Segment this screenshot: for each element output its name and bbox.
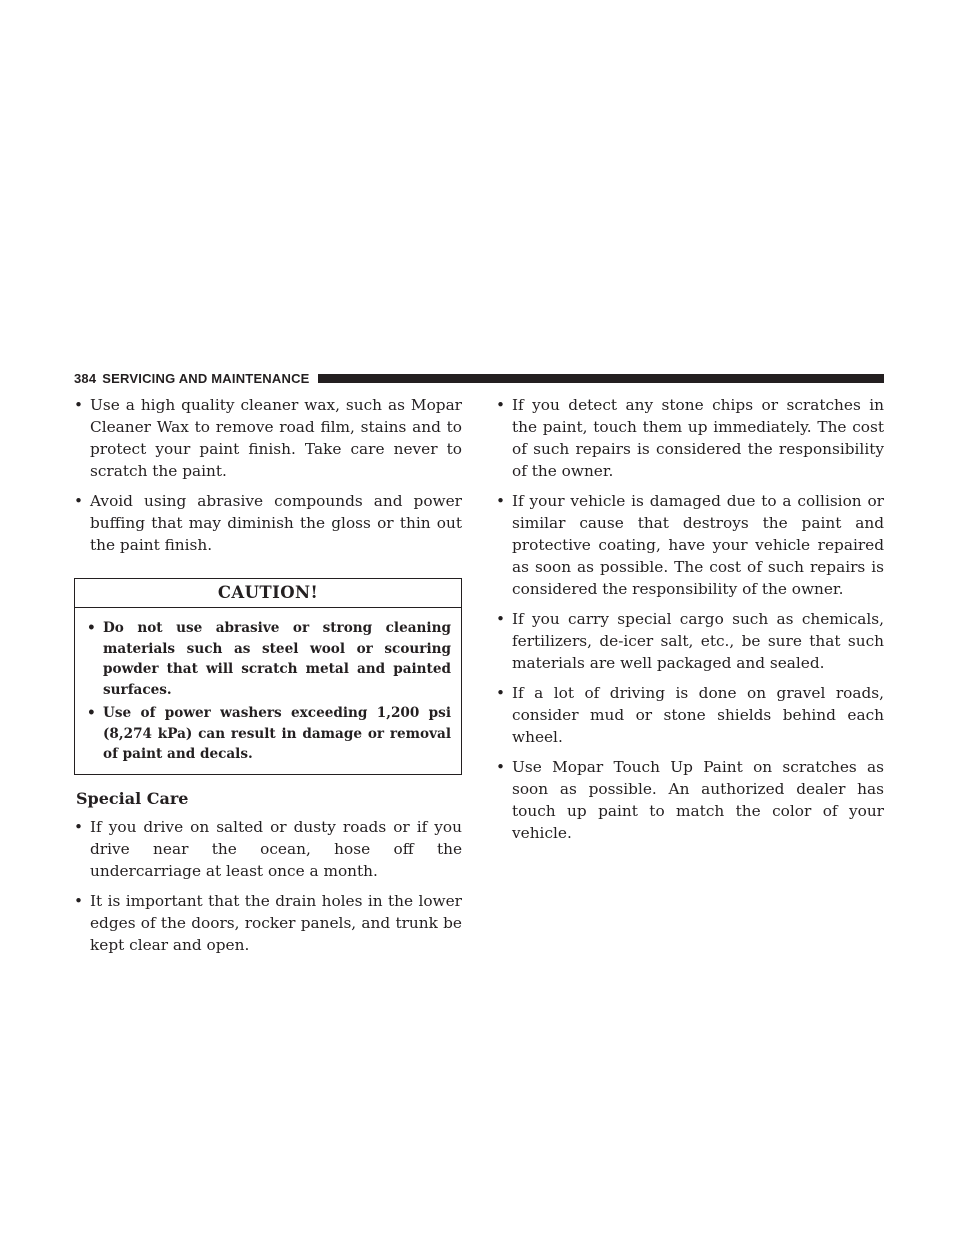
bullet-icon: • <box>87 705 96 721</box>
list-item: • If your vehicle is damaged due to a collision or similar cause that destroys the paint and protective coating, have your vehicle repaired as soon as possible. The cost of such repairs is considered the responsibility of the owner. <box>496 492 884 598</box>
left-column <box>74 394 462 964</box>
caution-box <box>74 578 462 775</box>
section-heading: Special Care <box>76 788 189 808</box>
page-header <box>74 368 884 388</box>
bullet-icon: • <box>74 492 84 510</box>
list-item: • If you detect any stone chips or scratches in the paint, touch them up immediately. The cost of such repairs is considered the responsibility of the owner. <box>496 396 884 480</box>
list-item: • If you carry special cargo such as chemicals, fertilizers, de-icer salt, etc., be sure that such materials are well packaged and sealed. <box>496 610 884 672</box>
list-item: • If you drive on salted or dusty roads or if you drive near the ocean, hose off the undercarriage at least once a month. <box>74 817 462 880</box>
paint-care-list <box>74 394 462 556</box>
bullet-icon: • <box>496 684 506 702</box>
list-item: • It is important that the drain holes in the lower edges of the doors, rocker panels, and trunk be kept clear and open. <box>74 891 462 954</box>
list-item: • Avoid using abrasive compounds and power buffing that may diminish the gloss or thin out the paint finish. <box>74 492 462 554</box>
list-item: • Use Mopar Touch Up Paint on scratches as soon as possible. An authorized dealer has touch up paint to match the color of your vehicle. <box>496 758 884 842</box>
special-care-list <box>74 816 462 956</box>
caution-list <box>75 608 461 774</box>
bullet-icon: • <box>496 396 506 414</box>
list-item: • If a lot of driving is done on gravel roads, consider mud or stone shields behind each wheel. <box>496 684 884 746</box>
page-number: 384 <box>74 370 97 386</box>
section-title: SERVICING AND MAINTENANCE <box>102 370 310 386</box>
caution-title: CAUTION! <box>75 579 461 608</box>
bullet-icon: • <box>496 492 506 510</box>
bullet-icon: • <box>74 891 84 910</box>
bullet-icon: • <box>74 817 84 836</box>
list-item: • Use a high quality cleaner wax, such as Mopar Cleaner Wax to remove road film, stains and to protect your paint finish. Take care never to scratch the paint. <box>74 396 462 480</box>
right-column <box>496 394 884 852</box>
bullet-icon: • <box>496 758 506 776</box>
bullet-icon: • <box>87 620 96 636</box>
repair-list <box>496 394 884 844</box>
list-item: • Do not use abrasive or strong cleaning materials such as steel wool or scouring powder that will scratch metal and painted surfaces. <box>87 620 451 698</box>
bullet-icon: • <box>74 396 84 414</box>
header-rule <box>318 374 884 383</box>
list-item: • Use of power washers exceeding 1,200 psi (8,274 kPa) can result in damage or removal of paint and decals. <box>87 705 451 762</box>
bullet-icon: • <box>496 610 506 628</box>
